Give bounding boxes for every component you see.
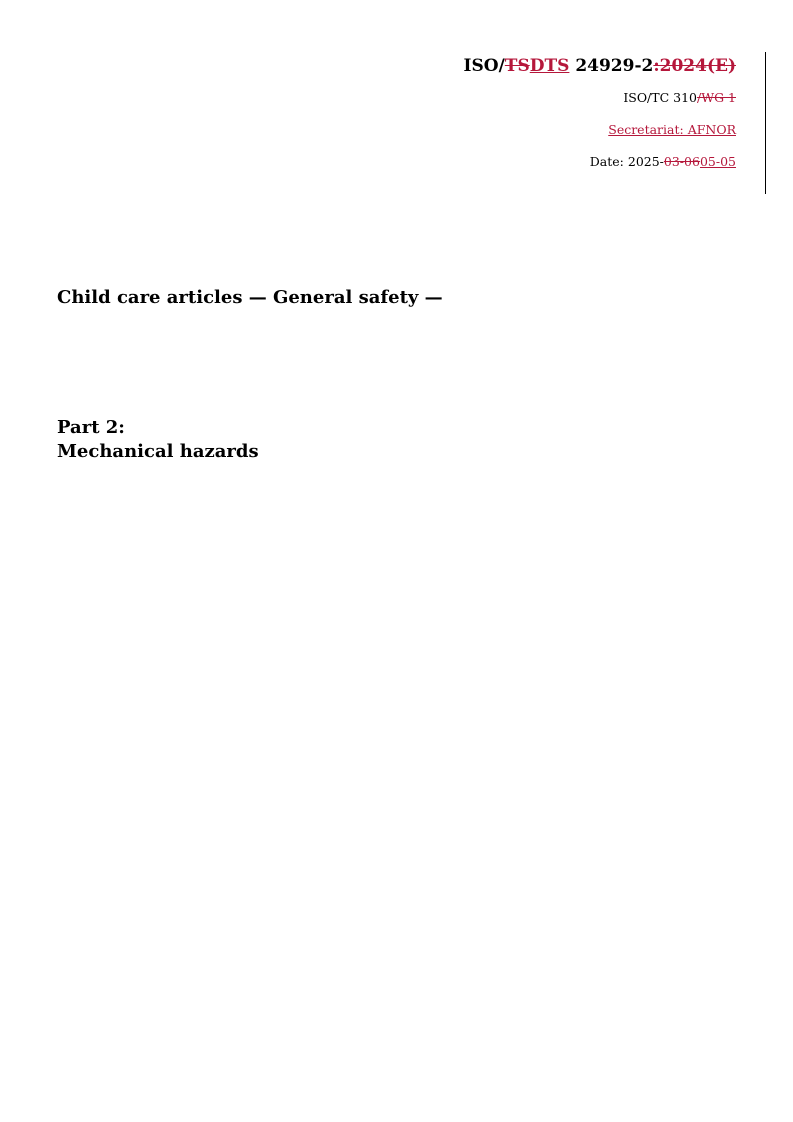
document-title: Child care articles — General safety — [57,287,443,308]
doc-type-deleted: TS [504,56,530,76]
doc-number-prefix: ISO/ [463,56,505,76]
secretariat-inserted: Secretariat: AFNOR [608,122,736,137]
document-header [464,52,736,186]
revision-change-bar [765,52,766,194]
doc-number-value: 24929-2 [569,56,654,76]
doc-number-deleted-suffix: :2024(E) [653,56,736,76]
date-inserted: 05-05 [699,154,736,169]
document-part-title [57,416,259,464]
secretariat-line [464,122,736,138]
date-deleted: 03-06 [663,154,700,169]
committee-text: ISO/TC 310 [623,90,698,105]
date-line [464,154,736,170]
committee-line [464,90,736,106]
date-prefix: Date: 2025- [589,154,664,169]
part-title: Mechanical hazards [57,441,259,462]
committee-deleted: /WG 1 [697,90,736,105]
part-label: Part 2: [57,417,125,438]
doc-type-inserted: DTS [529,56,570,76]
document-number [464,52,736,80]
